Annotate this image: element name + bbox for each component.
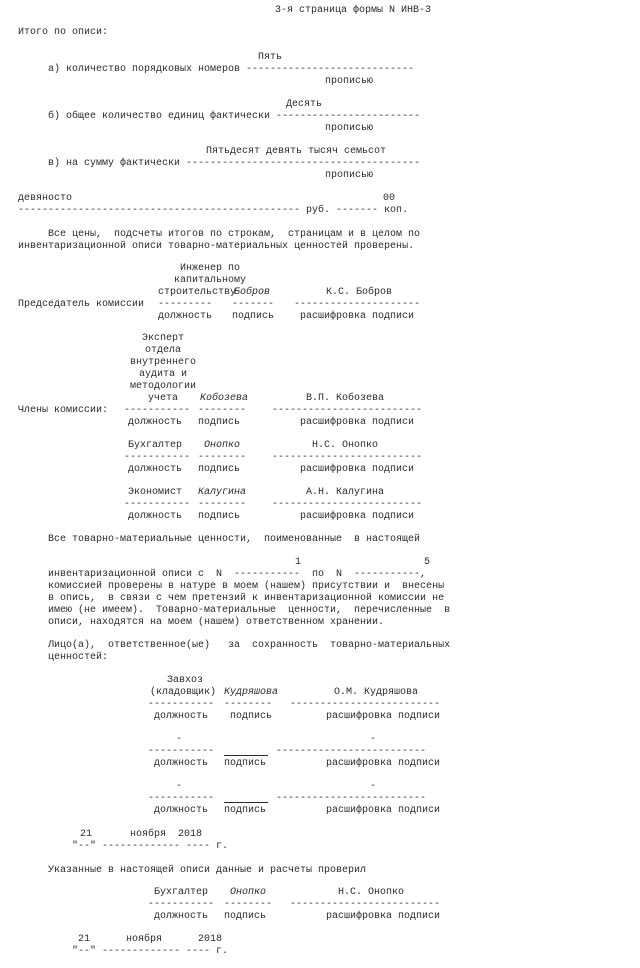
chairman-label: Председатель комиссии bbox=[18, 299, 145, 310]
empty-2-dash-name: ------------------------- bbox=[276, 793, 427, 804]
empty-2-dash-position: ----------- bbox=[148, 793, 215, 804]
member-1-position-4: аудита и bbox=[138, 369, 187, 380]
member-1-position-3: внутреннего bbox=[129, 357, 196, 368]
member-1-signature: Кобозева bbox=[200, 393, 249, 404]
member-2-caption-signature: подпись bbox=[198, 464, 241, 475]
checked-dash-position: ----------- bbox=[148, 899, 215, 910]
checked-caption-name: расшифровка подписи bbox=[326, 911, 441, 922]
date-1-day: 21 bbox=[80, 829, 93, 840]
responsible-heading-1: Лицо(а), ответственное(ые) за сохранность товарно-материальных bbox=[48, 640, 451, 651]
member-3-dash-signature: -------- bbox=[198, 499, 247, 510]
member-3-caption-signature: подпись bbox=[198, 511, 241, 522]
empty-2-signature-line bbox=[224, 802, 268, 803]
member-1-name: В.П. Кобозева bbox=[306, 393, 385, 404]
member-2-signature: Онопко bbox=[204, 440, 241, 451]
chairman-name: К.С. Бобров bbox=[326, 287, 393, 298]
member-1-position-5: методологии bbox=[129, 381, 196, 392]
summary-c-value: Пятьдесят девять тысяч семьсот bbox=[206, 146, 387, 157]
responsible-caption-position: должность bbox=[154, 711, 209, 722]
responsible-dash-signature: -------- bbox=[224, 699, 273, 710]
empty-1-caption-name: расшифровка подписи bbox=[326, 758, 441, 769]
empty-1-caption-position: должность bbox=[154, 758, 209, 769]
empty-1-dash-name: ------------------------- bbox=[276, 746, 427, 757]
responsibility-line-4: в опись, в связи с чем претензий к инвентаризационной комиссии не bbox=[48, 593, 445, 604]
chairman-position-1: Инженер по bbox=[179, 263, 240, 274]
chairman-caption-name: расшифровка подписи bbox=[300, 311, 415, 322]
member-1-caption-position: должность bbox=[128, 417, 183, 428]
checked-dash-name: ------------------------- bbox=[290, 899, 441, 910]
chairman-position-2: капитальному bbox=[173, 275, 246, 286]
member-2-caption-position: должность bbox=[128, 464, 183, 475]
empty-1-name: - bbox=[370, 734, 377, 745]
member-3-caption-name: расшифровка подписи bbox=[300, 511, 415, 522]
empty-1-position: - bbox=[176, 734, 183, 745]
checked-text: Указанные в настоящей описи данные и расчеты проверил bbox=[48, 865, 367, 876]
chairman-dash-position: --------- bbox=[158, 299, 213, 310]
empty-1-dash-position: ----------- bbox=[148, 746, 215, 757]
empty-2-name: - bbox=[370, 781, 377, 792]
member-1-caption-name: расшифровка подписи bbox=[300, 417, 415, 428]
member-1-dash-signature: -------- bbox=[198, 405, 247, 416]
member-2-name: Н.С. Онопко bbox=[312, 440, 379, 451]
responsibility-line-1: Все товарно-материальные ценности, поименованные в настоящей bbox=[48, 534, 421, 545]
verified-line-2: инвентаризационной описи товарно-материальных ценностей проверены. bbox=[18, 241, 415, 252]
responsibility-num-to: 5 bbox=[424, 557, 431, 568]
responsibility-line-6: описи, находятся на моем (нашем) ответственном хранении. bbox=[48, 617, 385, 628]
summary-c-note: прописью bbox=[325, 170, 374, 181]
summary-kop-word: девяносто bbox=[18, 193, 73, 204]
summary-rub-line: ----------------------------------------------- руб. ------- коп. bbox=[18, 205, 409, 216]
chairman-signature: Бобров bbox=[234, 287, 271, 298]
empty-2-caption-signature: подпись bbox=[224, 805, 267, 816]
responsible-position-1: Завхоз bbox=[166, 675, 203, 686]
date-2-month: ноября bbox=[126, 934, 163, 945]
empty-2-caption-name: расшифровка подписи bbox=[326, 805, 441, 816]
date-2-year: 2018 bbox=[198, 934, 223, 945]
responsible-caption-signature: подпись bbox=[230, 711, 273, 722]
responsible-position-2: (кладовщик) bbox=[150, 687, 217, 698]
summary-a-value: Пять bbox=[258, 52, 283, 63]
chairman-dash-signature: ------- bbox=[232, 299, 275, 310]
empty-1-caption-signature: подпись bbox=[224, 758, 267, 769]
summary-b-label: б) общее количество единиц фактически ------------------------ bbox=[48, 111, 421, 122]
checked-caption-position: должность bbox=[154, 911, 209, 922]
member-1-dash-name: ------------------------- bbox=[272, 405, 423, 416]
summary-title: Итого по описи: bbox=[18, 27, 109, 38]
responsibility-line-2: инвентаризационной описи с N ----------- по N -----------, bbox=[48, 569, 427, 580]
member-2-dash-name: ------------------------- bbox=[272, 452, 423, 463]
responsibility-line-3: комиссией проверены в натуре в моем (нашем) присутствии и внесены bbox=[48, 581, 445, 592]
summary-a-note: прописью bbox=[325, 76, 374, 87]
member-3-position: Экономист bbox=[128, 487, 183, 498]
summary-kop-value: 00 bbox=[383, 193, 396, 204]
checked-position: Бухгалтер bbox=[154, 887, 209, 898]
responsibility-num-from: 1 bbox=[295, 557, 302, 568]
summary-b-value: Десять bbox=[286, 99, 323, 110]
chairman-caption-position: должность bbox=[158, 311, 213, 322]
summary-c-label: в) на сумму фактически --------------------------------------- bbox=[48, 158, 421, 169]
member-2-caption-name: расшифровка подписи bbox=[300, 464, 415, 475]
checked-signature: Онопко bbox=[230, 887, 267, 898]
member-1-dash-position: ----------- bbox=[124, 405, 191, 416]
member-3-dash-position: ----------- bbox=[124, 499, 191, 510]
member-1-position-1: Эксперт bbox=[141, 333, 184, 344]
empty-1-signature-line bbox=[224, 755, 268, 756]
member-2-dash-position: ----------- bbox=[124, 452, 191, 463]
chairman-position-3: строительству bbox=[158, 287, 237, 298]
form-page-title: 3-я страница формы N ИНВ-3 bbox=[275, 5, 432, 16]
empty-2-caption-position: должность bbox=[154, 805, 209, 816]
members-label: Члены комиссии: bbox=[18, 405, 109, 416]
checked-caption-signature: подпись bbox=[224, 911, 267, 922]
member-3-name: А.Н. Калугина bbox=[306, 487, 385, 498]
responsible-heading-2: ценностей: bbox=[48, 652, 109, 663]
verified-line-1: Все цены, подсчеты итогов по строкам, страницам и в целом по bbox=[48, 229, 421, 240]
member-3-caption-position: должность bbox=[128, 511, 183, 522]
member-1-position-6: учета bbox=[147, 393, 178, 404]
responsible-name: О.М. Кудряшова bbox=[334, 687, 419, 698]
responsible-caption-name: расшифровка подписи bbox=[326, 711, 441, 722]
chairman-caption-signature: подпись bbox=[232, 311, 275, 322]
member-1-position-2: отдела bbox=[144, 345, 181, 356]
member-1-caption-signature: подпись bbox=[198, 417, 241, 428]
summary-a-label: а) количество порядковых номеров ---------------------------- bbox=[48, 64, 415, 75]
date-1-month: ноября bbox=[130, 829, 167, 840]
summary-b-note: прописью bbox=[325, 123, 374, 134]
responsible-dash-name: ------------------------- bbox=[290, 699, 441, 710]
member-3-signature: Калугина bbox=[198, 487, 247, 498]
member-2-position: Бухгалтер bbox=[128, 440, 183, 451]
checked-dash-signature: -------- bbox=[224, 899, 273, 910]
checked-name: Н.С. Онопко bbox=[338, 887, 405, 898]
chairman-dash-name: --------------------- bbox=[294, 299, 421, 310]
empty-2-position: - bbox=[176, 781, 183, 792]
member-2-dash-signature: -------- bbox=[198, 452, 247, 463]
responsibility-line-5: имею (не имеем). Товарно-материальные ценности, перечисленные в bbox=[48, 605, 451, 616]
responsible-dash-position: ----------- bbox=[148, 699, 215, 710]
responsible-signature: Кудряшова bbox=[224, 687, 279, 698]
date-1-year: 2018 bbox=[178, 829, 203, 840]
date-1-line: "--" ------------- ---- г. bbox=[72, 841, 229, 852]
date-2-day: 21 bbox=[78, 934, 91, 945]
member-3-dash-name: ------------------------- bbox=[272, 499, 423, 510]
date-2-line: "--" ------------- ---- г. bbox=[72, 946, 229, 957]
